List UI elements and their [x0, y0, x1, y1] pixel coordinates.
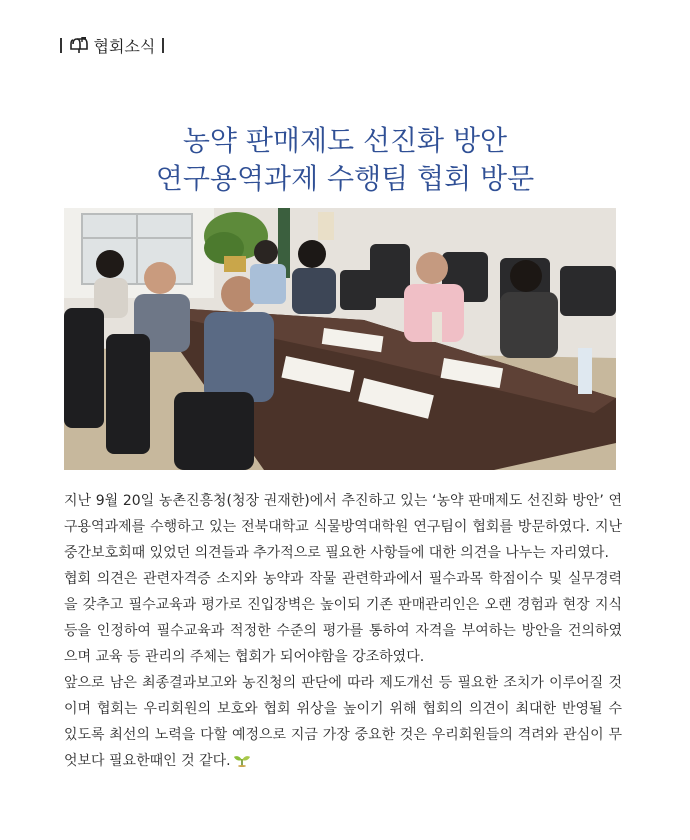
- article-body: [64, 488, 622, 774]
- title-line-1: 농약 판매제도 선진화 방안: [182, 123, 508, 157]
- meeting-photo-illustration: [64, 208, 616, 470]
- paragraph-2: 협회 의견은 관련자격증 소지와 농약과 작물 관련학과에서 필수과목 학점이수 및 실무경력을 갖추고 필수교육과 평가로 진입장벽은 높이되 기존 판매관리인은 오랜 경험과 현장 지식 등을 인정하여 필수교육과 적정한 수준의 평가를 통하여 자격을 부여하는 방안을 건의하였으며 교육 등 관리의 주체는 협회가 되어야함을 강조하였다.: [64, 571, 622, 665]
- meeting-photo: [64, 208, 616, 470]
- paragraph-3-text: 앞으로 남은 최종결과보고와 농진청의 판단에 따라 제도개선 등 필요한 조치가 이루어질 것이며 협회는 우리회원의 보호와 협회 위상을 높이기 위해 협회의 의견이 최대한 반영될 수 있도록 최선의 노력을 다할 예정으로 지금 가장 중요한 것은 우리회원들의 격려와 관심이 무엇보다 필요한때인 것 같다.: [64, 675, 622, 769]
- article-title: [0, 122, 690, 198]
- title-line-2: 연구용역과제 수행팀 협회 방문: [155, 161, 535, 195]
- paragraph-1: 지난 9월 20일 농촌진흥청(청장 권재한)에서 추진하고 있는 ‘농약 판매제도 선진화 방안’ 연구용역과제를 수행하고 있는 전북대학교 식물방역대학원 연구팀이 협회를 방문하였다. 지난 중간보호회때 있었던 의견들과 추가적으로 필요한 사항들에 대한 의견을 나누는 자리였다.: [64, 493, 622, 561]
- sprout-icon: [233, 753, 251, 767]
- section-label: 협회소식: [93, 36, 156, 56]
- tag-bar-right: [162, 38, 164, 53]
- section-tag: [60, 32, 171, 58]
- mailbox-icon: [69, 36, 89, 54]
- paragraph-3: [64, 670, 622, 774]
- tag-bar-left: [60, 38, 62, 53]
